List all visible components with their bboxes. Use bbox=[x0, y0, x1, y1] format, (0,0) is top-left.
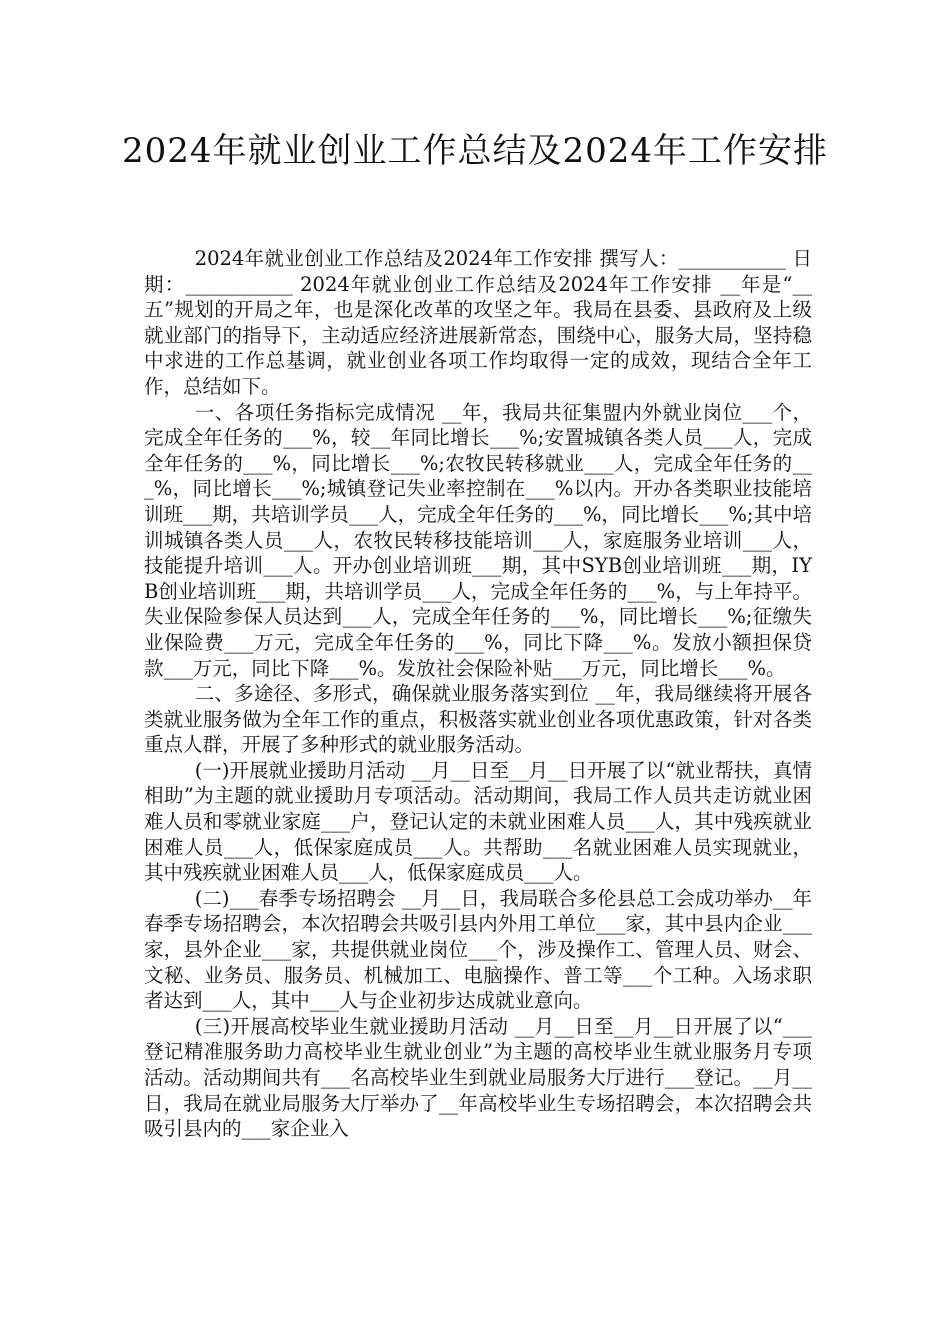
paragraph-subsection-2: (二)___春季专场招聘会 __月__日，我局联合多伦县总工会成功举办__年春季专场招聘会，本次招聘会共吸引县内外用工单位___家，其中县内企业___家，县外企业___家，共提供就业岗位___个，涉及操作工、管理人员、财会、文秘、业务员、服务员、机械加工、电脑操作、普工等___个工种。入场求职者达到___人，其中___人与企业初步达成就业意向。 bbox=[144, 886, 812, 1013]
paragraph-section-2: 二、多途径、多形式，确保就业服务落实到位 __年，我局继续将开展各类就业服务做为全年工作的重点，积极落实就业创业各项优惠政策，针对各类重点人群，开展了多种形式的就业服务活动。 bbox=[144, 682, 812, 757]
paragraph-subsection-3: (三)开展高校毕业生就业援助月活动 __月__日至__月__日开展了以“___登记精准服务助力高校毕业生就业创业”为主题的高校毕业生就业服务月专项活动。活动期间共有___名高校毕业生到就业局服务大厅进行___登记。__月__日，我局在就业局服务大厅举办了__年高校毕业生专场招聘会，本次招聘会共吸引县内的___家企业入 bbox=[144, 1014, 812, 1141]
paragraph-section-1: 一、各项任务指标完成情况 __年，我局共征集盟内外就业岗位___个，完成全年任务的___%，较__年同比增长___%;安置城镇各类人员___人，完成全年任务的___%，同比增长___%;农牧民转移就业___人，完成全年任务的___%，同比增长___%;城镇登记失业率控制在___%以内。开办各类职业技能培训班___期，共培训学员___人，完成全年任务的___%，同比增长___%;其中培训城镇各类人员___人，农牧民转移技能培训___人，家庭服务业培训___人，技能提升培训___人。开办创业培训班___期，其中SYB创业培训班___期，IYB创业培训班___期，共培训学员___人，完成全年任务的___%，与上年持平。失业保险参保人员达到___人，完成全年任务的___%，同比增长___%;征缴失业保险费___万元，完成全年任务的___%，同比下降___%。发放小额担保贷款___万元，同比下降___%。发放社会保险补贴___万元，同比增长___%。 bbox=[144, 400, 812, 680]
paragraph-intro: 2024年就业创业工作总结及2024年工作安排 撰写人：___________ 日 期：___________ 2024年就业创业工作总结及2024年工作安排 __年是“__五”规划的开局之年，也是深化改革的攻坚之年。我局在县委、县政府及上级就业部门的指导下，主动适应经济进展新常态，围绕中心，服务大局，坚持稳中求进的工作总基调，就业创业各项工作均取得一定的成效，现结合全年工作，总结如下。 bbox=[144, 247, 812, 398]
document-title: 2024年就业创业工作总结及2024年工作安排 bbox=[121, 131, 829, 171]
paragraph-subsection-1: (一)开展就业援助月活动 __月__日至__月__日开展了以“就业帮扶，真情相助”为主题的就业援助月专项活动。活动期间，我局工作人员共走访就业困难人员和零就业家庭___户，登记认定的未就业困难人员___人，其中残疾就业困难人员___人，低保家庭成员___人。共帮助___名就业困难人员实现就业，其中残疾就业困难人员___人，低保家庭成员___人。 bbox=[144, 758, 812, 885]
document-body bbox=[144, 246, 812, 1142]
